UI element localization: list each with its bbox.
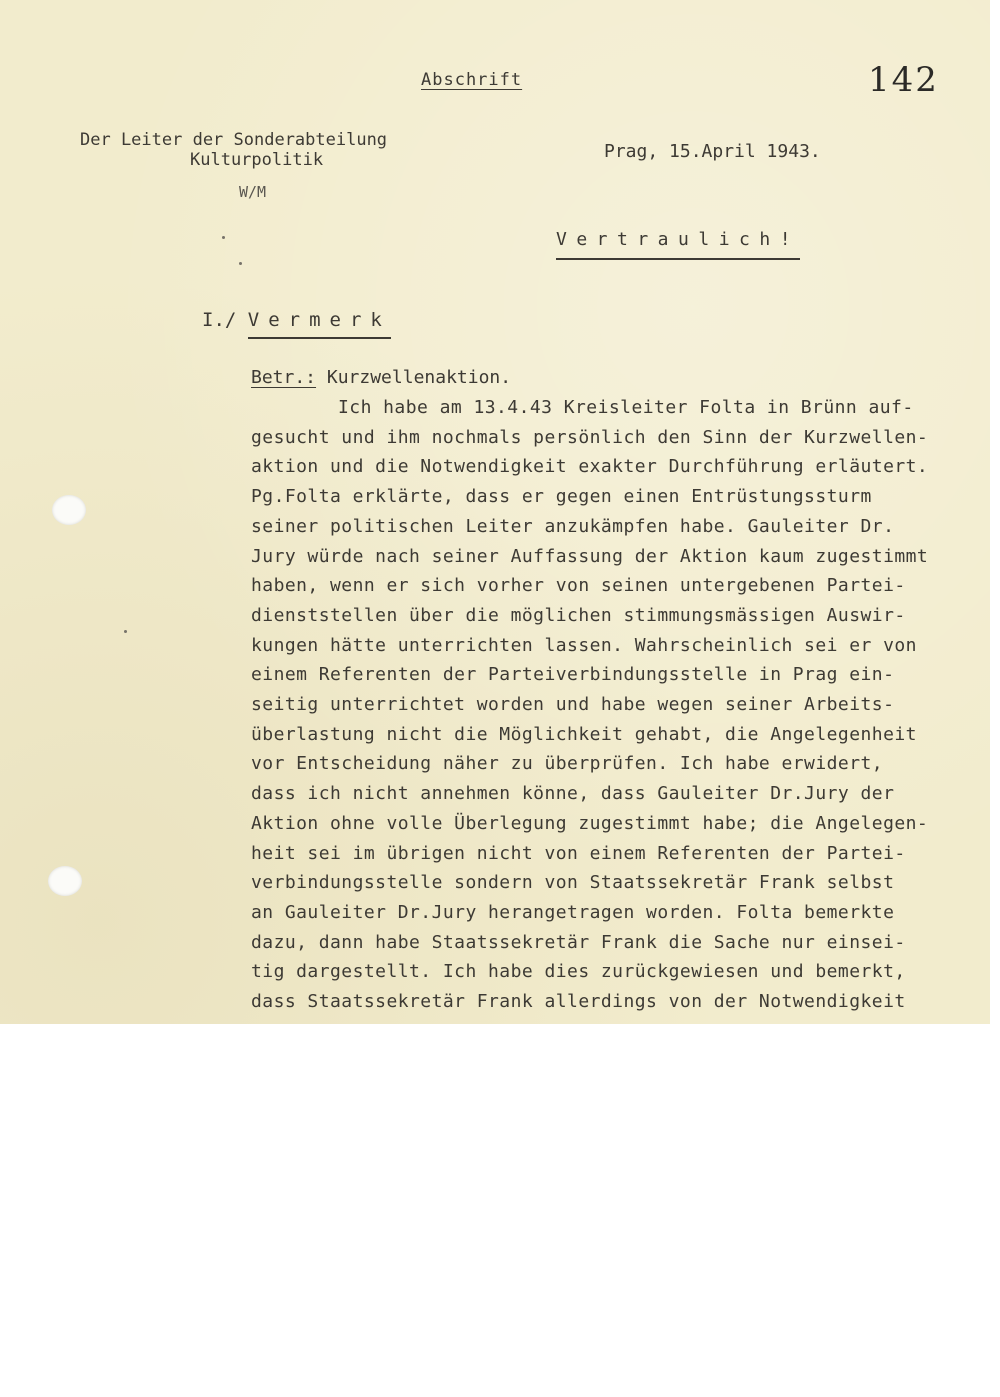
body-line: gesucht und ihm nochmals persönlich den Sinn der Kurzwellen- <box>251 426 929 448</box>
body-line: verbindungsstelle sondern von Staatssekretär Frank selbst <box>251 872 895 894</box>
body-line: dienststellen über die möglichen stimmungsmässigen Auswir- <box>251 604 906 626</box>
reference-initials: W/M <box>239 183 267 201</box>
paper-speck <box>239 262 242 265</box>
punch-hole-top <box>52 495 86 525</box>
body-line: Pg.Folta erklärte, dass er gegen einen Entrüstungssturm <box>251 486 872 508</box>
subject-text: Kurzwellenaktion. <box>326 367 512 388</box>
body-line: Ich habe am 13.4.43 Kreisleiter Folta in Brünn auf- <box>338 397 914 418</box>
body-line: einem Referenten der Parteiverbindungsstelle in Prag ein- <box>251 664 895 686</box>
classification-mark: Vertraulich! <box>556 229 800 260</box>
body-line: Jury würde nach seiner Auffassung der Aktion kaum zugestimmt <box>251 545 929 567</box>
subject-label: Betr.: <box>251 367 317 388</box>
body-line: Aktion ohne volle Überlegung zugestimmt habe; die Angelegen- <box>251 812 929 834</box>
subject-line <box>251 367 511 388</box>
body-line: aktion und die Notwendigkeit exakter Durchführung erläutert. <box>251 456 929 478</box>
section-heading <box>202 309 391 339</box>
place-and-date: Prag, 15.April 1943. <box>604 141 821 162</box>
body-line: haben, wenn er sich vorher von seinen untergebenen Partei- <box>251 575 906 597</box>
body-line: tig dargestellt. Ich habe dies zurückgewiesen und bemerkt, <box>251 961 906 983</box>
sender-line-1: Der Leiter der Sonderabteilung <box>80 130 388 150</box>
body-line: an Gauleiter Dr.Jury herangetragen worden. Folta bemerkte <box>251 901 895 923</box>
section-title: Vermerk <box>248 309 391 339</box>
body-line: seitig unterrichtet worden und habe wegen seiner Arbeits- <box>251 694 895 715</box>
section-number: I./ <box>202 309 237 331</box>
body-line: vor Entscheidung näher zu überprüfen. Ich habe erwidert, <box>251 753 884 775</box>
document-heading: Abschrift <box>421 70 523 90</box>
body-line: seiner politischen Leiter anzukämpfen habe. Gauleiter Dr. <box>251 515 895 537</box>
body-line: überlastung nicht die Möglichkeit gehabt, die Angelegenheit <box>251 723 917 745</box>
body-line: dazu, dann habe Staatssekretär Frank die Sache nur einsei- <box>251 931 906 953</box>
paper-speck <box>124 630 127 633</box>
body-line: dass ich nicht annehmen könne, dass Gauleiter Dr.Jury der <box>251 783 895 805</box>
body-line: kungen hätte unterrichten lassen. Wahrscheinlich sei er von <box>251 634 917 656</box>
page-number: 142 <box>868 60 939 100</box>
body-line: heit sei im übrigen nicht von einem Referenten der Partei- <box>251 842 906 864</box>
punch-hole-bottom <box>48 866 82 896</box>
paper-speck <box>222 236 225 239</box>
sender-line-2: Kulturpolitik <box>190 150 324 170</box>
body-line: dass Staatssekretär Frank allerdings von der Notwendigkeit <box>251 991 906 1012</box>
